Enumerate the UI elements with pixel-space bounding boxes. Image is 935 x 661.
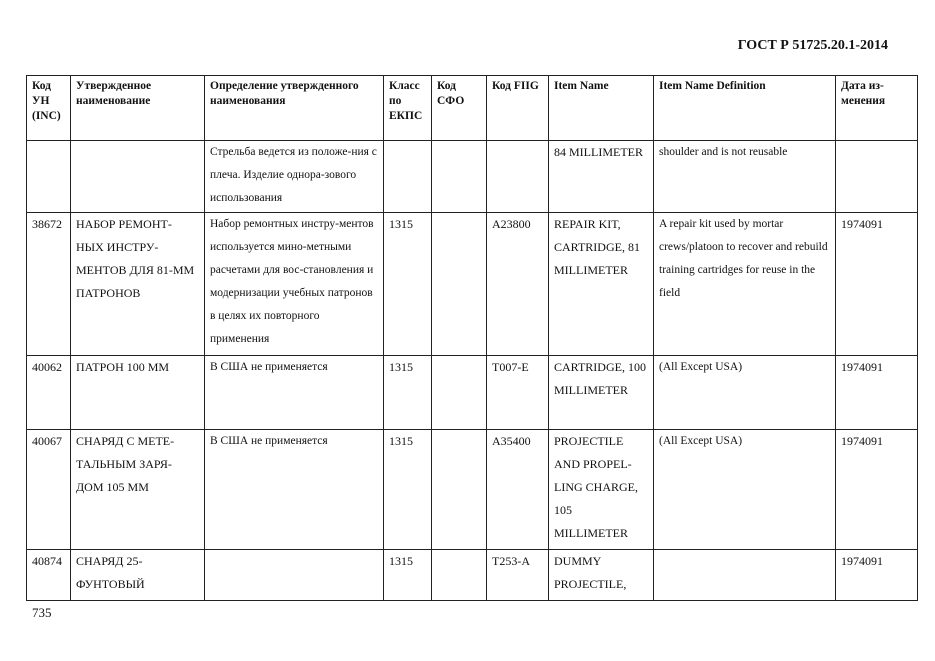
cell-fiig: A35400 [487,430,549,550]
cell-date: 1974091 [836,356,918,430]
cell-date: 1974091 [836,550,918,601]
cell-date [836,141,918,213]
table-row [27,356,918,430]
cell-item-name: REPAIR KIT, CARTRIDGE, 81 MILLIMETER [549,213,654,356]
cell-inc [27,141,71,213]
cell-fiig: T253-A [487,550,549,601]
cell-item-definition [654,550,836,601]
column-header-date: Дата из-менения [836,76,918,141]
cell-item-definition: A repair kit used by mortar crews/platoon to recover and rebuild training cartridges for reuse in the field [654,213,836,356]
cell-item-name: PROJECTILE AND PROPEL-LING CHARGE, 105 MILLIMETER [549,430,654,550]
column-header-inc: Код УН (INC) [27,76,71,141]
cell-fiig: T007-E [487,356,549,430]
column-header-approved-name: Утвержденное наименование [71,76,205,141]
column-header-item-name: Item Name [549,76,654,141]
cell-item-definition: (All Except USA) [654,356,836,430]
cell-approved-name: СНАРЯД 25-ФУНТОВЫЙ [71,550,205,601]
cell-approved-name: ПАТРОН 100 ММ [71,356,205,430]
cell-definition [205,550,384,601]
document-code: ГОСТ Р 51725.20.1-2014 [737,38,888,53]
cell-inc: 40874 [27,550,71,601]
column-header-item-definition: Item Name Definition [654,76,836,141]
cell-sfo [432,550,487,601]
cell-approved-name: НАБОР РЕМОНТ-НЫХ ИНСТРУ-МЕНТОВ ДЛЯ 81-ММ ПАТРОНОВ [71,213,205,356]
column-header-sfo: Код СФО [432,76,487,141]
cell-definition: Стрельба ведется из положе-ния с плеча. Изделие однора-зового использования [205,141,384,213]
cell-date: 1974091 [836,213,918,356]
table-row [27,141,918,213]
cell-item-definition: (All Except USA) [654,430,836,550]
data-table [26,75,918,601]
cell-item-definition: shoulder and is not reusable [654,141,836,213]
column-header-class: Класс по ЕКПС [384,76,432,141]
cell-sfo [432,213,487,356]
cell-approved-name: СНАРЯД С МЕТЕ-ТАЛЬНЫМ ЗАРЯ-ДОМ 105 ММ [71,430,205,550]
column-header-fiig: Код FIIG [487,76,549,141]
column-header-definition: Определение утвержденного наименования [205,76,384,141]
cell-inc: 40067 [27,430,71,550]
cell-class: 1315 [384,356,432,430]
cell-definition: Набор ремонтных инстру-ментов используется мино-метными расчетами для вос-становления и модернизации учебных патронов в целях их повторного применения [205,213,384,356]
cell-fiig: A23800 [487,213,549,356]
page-number: 735 [32,605,52,620]
cell-sfo [432,141,487,213]
cell-date: 1974091 [836,430,918,550]
cell-inc: 40062 [27,356,71,430]
cell-class [384,141,432,213]
cell-inc: 38672 [27,213,71,356]
cell-definition: В США не применяется [205,356,384,430]
cell-fiig [487,141,549,213]
cell-item-name: DUMMY PROJECTILE, [549,550,654,601]
cell-definition: В США не применяется [205,430,384,550]
cell-item-name: CARTRIDGE, 100 MILLIMETER [549,356,654,430]
cell-class: 1315 [384,430,432,550]
cell-class: 1315 [384,213,432,356]
table-header-row [27,76,918,141]
cell-sfo [432,356,487,430]
table-row [27,550,918,601]
table-row [27,213,918,356]
cell-item-name: 84 MILLIMETER [549,141,654,213]
cell-approved-name [71,141,205,213]
table-row [27,430,918,550]
cell-class: 1315 [384,550,432,601]
cell-sfo [432,430,487,550]
